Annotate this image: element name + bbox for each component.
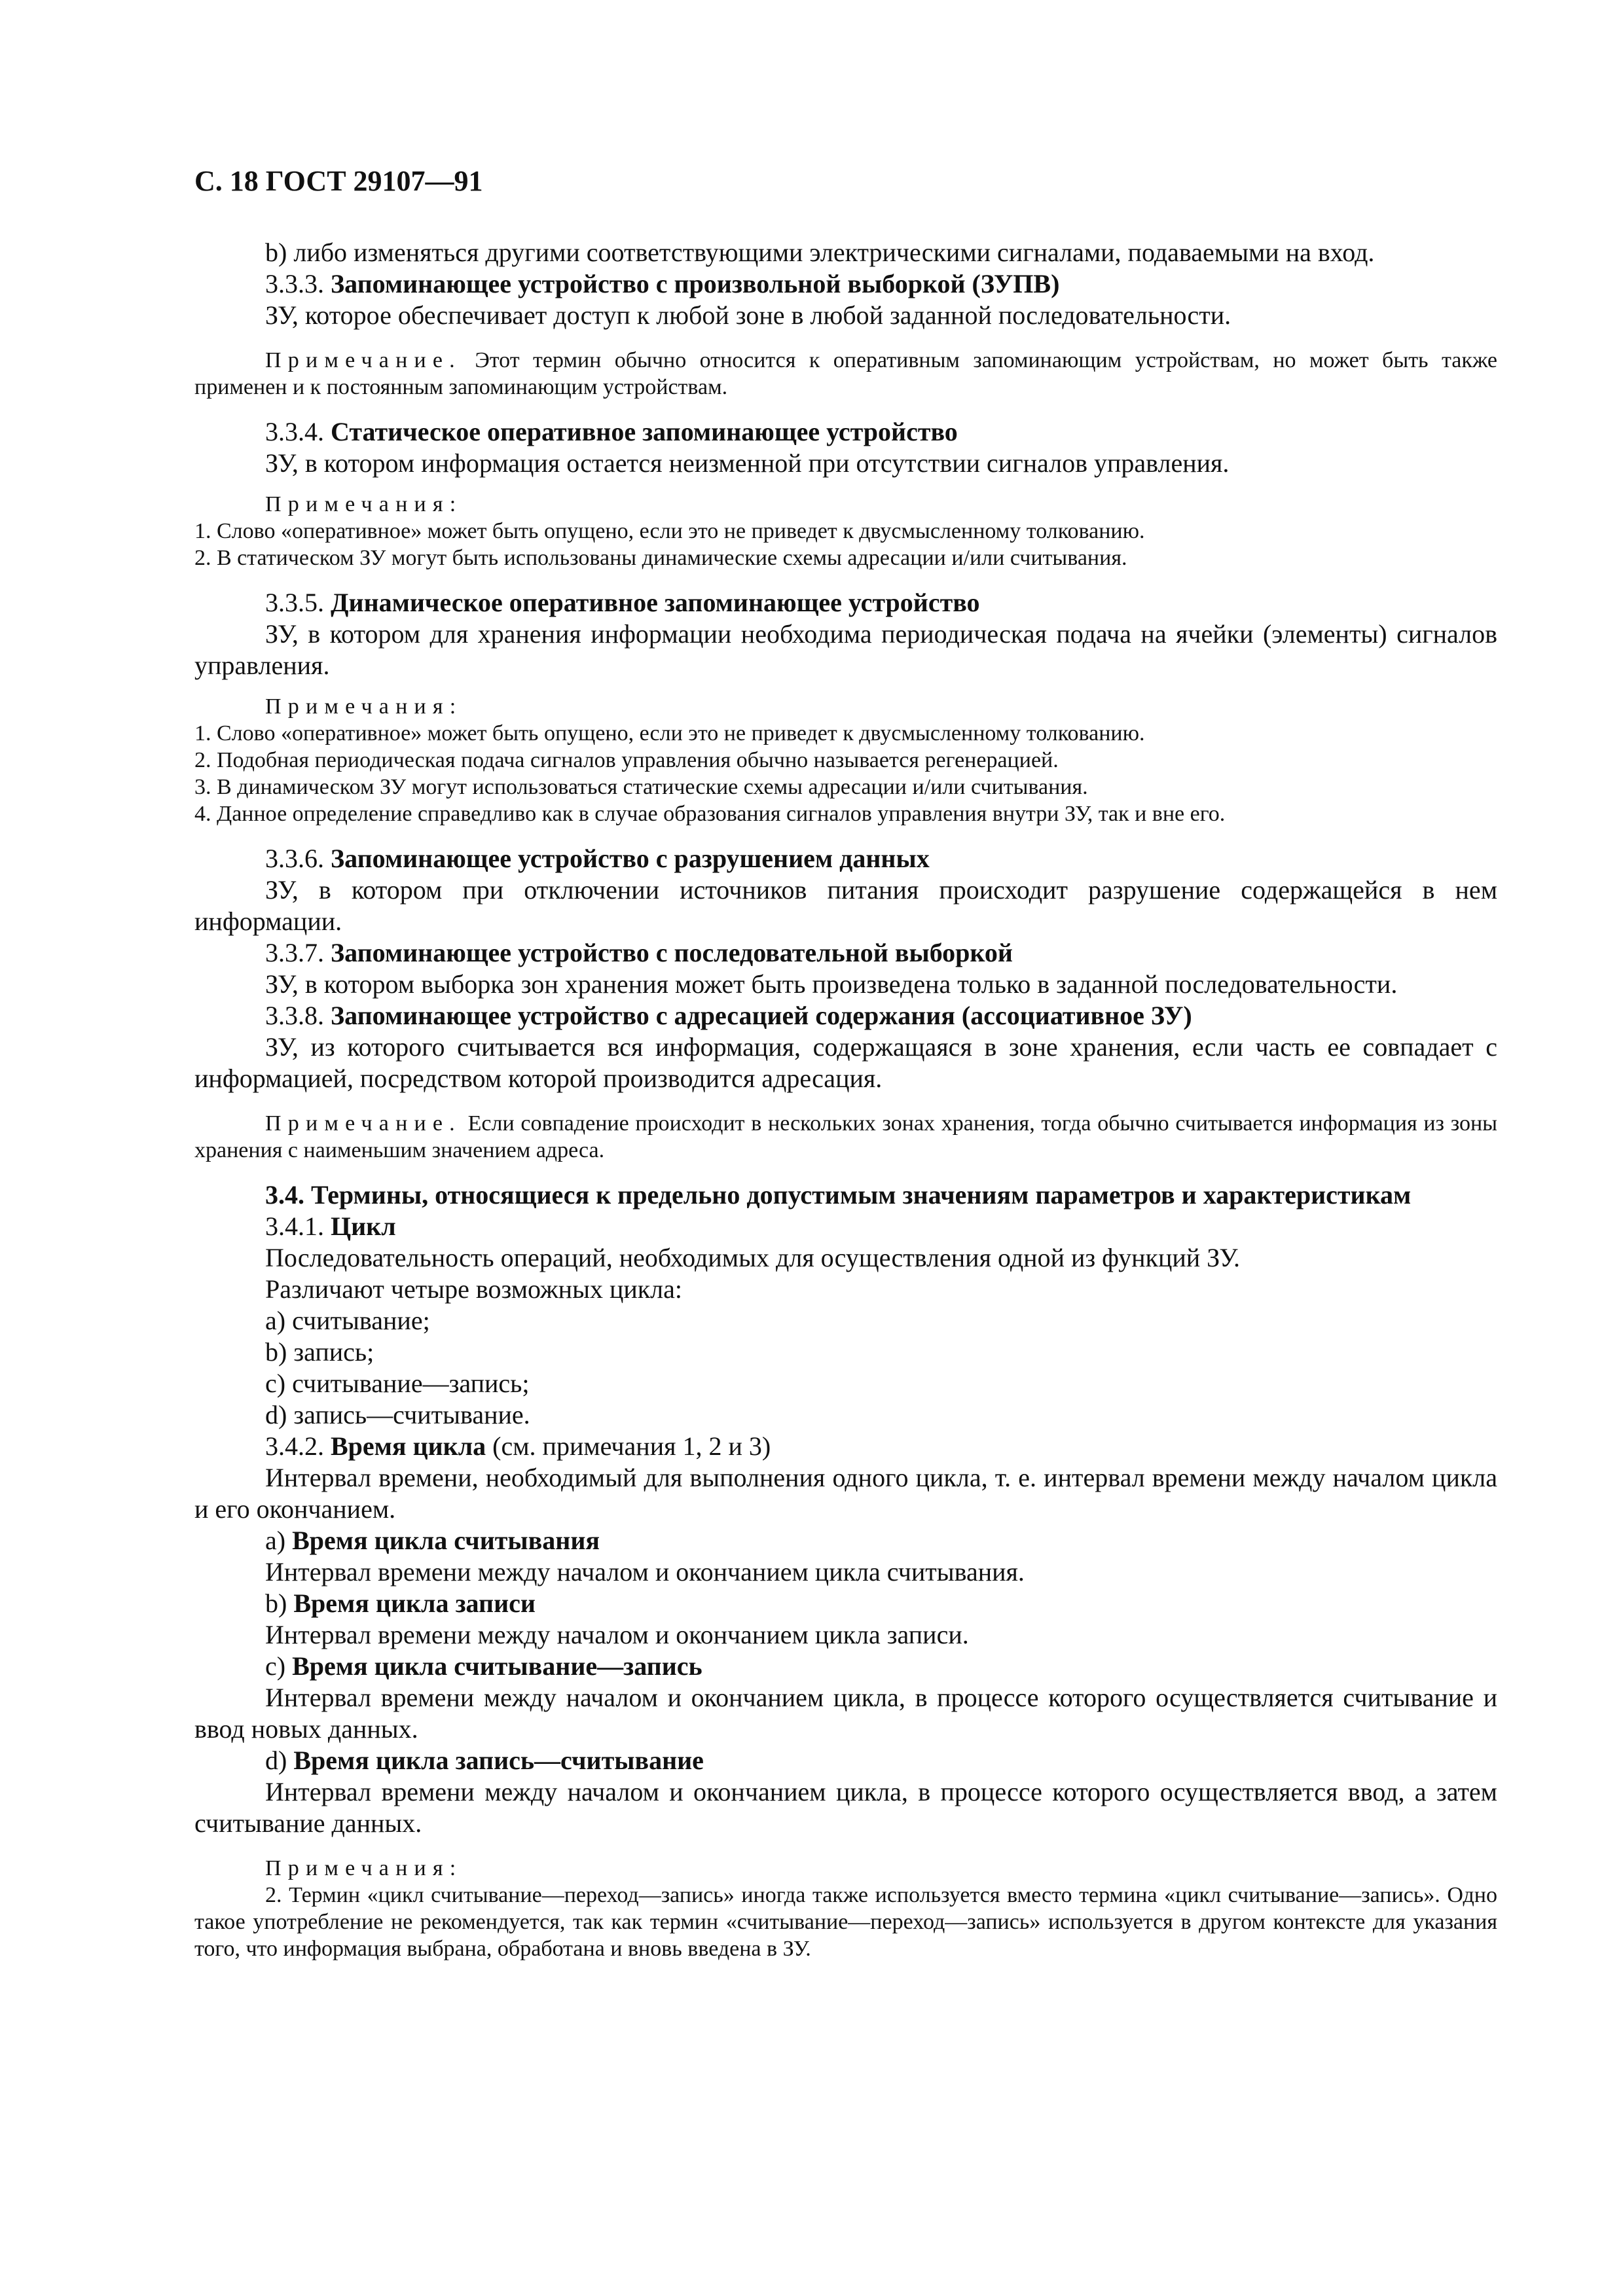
document-body: [194, 237, 1497, 1962]
cycle-item-c: c) считывание—запись;: [265, 1369, 530, 1398]
subterm-a-definition: Интервал времени между началом и окончанием цикла считывания.: [265, 1557, 1025, 1587]
subterm-a-heading: а) Время цикла считывания: [265, 1526, 600, 1555]
section-3-4-2-definition: Интервал времени, необходимый для выполнения одного цикла, т. е. интервал времени между началом цикла и его окончанием.: [194, 1463, 1497, 1524]
section-title: Запоминающее устройство с адресацией содержания (ассоциативное ЗУ): [331, 1001, 1192, 1030]
subterm-d-heading: d) Время цикла запись—считывание: [265, 1746, 704, 1775]
section-3-3-4-definition: ЗУ, в котором информация остается неизменной при отсутствии сигналов управления.: [265, 448, 1230, 478]
note-text: Если совпадение происходит в нескольких зонах хранения, тогда обычно считывается информация из зоны хранения с наименьшим значением адреса.: [194, 1111, 1497, 1162]
section-3-4-1-intro: Различают четыре возможных цикла:: [265, 1274, 683, 1304]
section-3-3-4-heading: [194, 416, 1497, 448]
section-3-3-3-heading: [194, 268, 1497, 300]
section-3-3-7-heading: [194, 937, 1497, 969]
cycle-item-a: а) считывание;: [265, 1306, 430, 1335]
section-title: Цикл: [331, 1211, 396, 1241]
paragraph-b-continuation: b) либо изменяться другими соответствующими электрическими сигналами, подаваемыми на вход.: [265, 238, 1375, 267]
section-3-4-heading: 3.4. Термины, относящиеся к предельно допустимым значениям параметров и характеристикам: [265, 1180, 1412, 1210]
section-3-3-8-definition: ЗУ, из которого считывается вся информация, содержащаяся в зоне хранения, если часть ее совпадает с информацией, посредством которой производится адресация.: [194, 1032, 1497, 1093]
section-title: Статическое оперативное запоминающее устройство: [331, 417, 958, 446]
section-title: Запоминающее устройство с последовательной выборкой: [331, 938, 1013, 967]
section-3-4-2-note-2: 2. Термин «цикл считывание—переход—запись» иногда также используется вместо термина «цикл считывание—запись». Одно такое употребление не рекомендуется, так как термин «считывание—переход—запись» используется в другом контексте для указания того, что информация выбрана, обработана и вновь введена в ЗУ.: [194, 1883, 1497, 1961]
section-title: Запоминающее устройство с произвольной выборкой (ЗУПВ): [331, 269, 1060, 298]
section-number: 3.3.4.: [265, 417, 324, 446]
subterm-b-definition: Интервал времени между началом и окончанием цикла записи.: [265, 1620, 969, 1649]
cycle-item-b: b) запись;: [265, 1337, 374, 1367]
section-3-3-4-note-2: 2. В статическом ЗУ могут быть использованы динамические схемы адресации и/или считывания.: [194, 546, 1127, 570]
cycle-item-d: d) запись—считывание.: [265, 1400, 530, 1429]
section-3-4-2-heading: [194, 1431, 1497, 1462]
note-label: Примечание.: [265, 1111, 462, 1136]
section-number: 3.3.5.: [265, 588, 324, 617]
section-3-3-5-note-3: 3. В динамическом ЗУ могут использоваться статические схемы адресации и/или считывания.: [194, 775, 1088, 799]
section-3-3-3-note: [194, 347, 1497, 401]
section-number: 3.3.3.: [265, 269, 324, 298]
section-number: 3.3.8.: [265, 1001, 324, 1030]
page-header: С. 18 ГОСТ 29107—91: [194, 165, 483, 197]
section-3-3-8-heading: [194, 1000, 1497, 1031]
section-number: 3.4.2.: [265, 1431, 324, 1461]
section-3-3-4-note-1: 1. Слово «оперативное» может быть опущено, если это не приведет к двусмысленному толкованию.: [194, 519, 1145, 543]
section-3-3-5-note-4: 4. Данное определение справедливо как в случае образования сигналов управления внутри ЗУ, так и вне его.: [194, 802, 1226, 826]
section-title: Динамическое оперативное запоминающее устройство: [331, 588, 980, 617]
section-3-3-6-heading: [194, 843, 1497, 874]
subterm-c-heading: c) Время цикла считывание—запись: [265, 1651, 702, 1681]
section-3-3-5-definition: ЗУ, в котором для хранения информации необходима периодическая подача на ячейки (элементы) сигналов управления.: [194, 619, 1497, 680]
section-3-3-4-notes-label: Примечания:: [265, 492, 463, 516]
section-number: 3.3.6.: [265, 844, 324, 873]
subterm-c-definition: Интервал времени между началом и окончанием цикла, в процессе которого осуществляется считывание и ввод новых данных.: [194, 1683, 1497, 1744]
section-title: Время цикла: [331, 1431, 486, 1461]
section-3-4-2-notes-label: Примечания:: [265, 1856, 463, 1880]
section-3-4-1-heading: [194, 1211, 1497, 1242]
section-ref: (см. примечания 1, 2 и 3): [492, 1431, 771, 1461]
subterm-d-definition: Интервал времени между началом и окончанием цикла, в процессе которого осуществляется ввод, а затем считывание данных.: [194, 1777, 1497, 1838]
section-3-3-5-note-1: 1. Слово «оперативное» может быть опущено, если это не приведет к двусмысленному толкованию.: [194, 721, 1145, 745]
note-label: Примечание.: [265, 348, 462, 372]
section-3-3-6-definition: ЗУ, в котором при отключении источников питания происходит разрушение содержащейся в нем информации.: [194, 875, 1497, 936]
section-3-3-7-definition: ЗУ, в котором выборка зон хранения может быть произведена только в заданной последовательности.: [265, 969, 1398, 999]
section-3-3-8-note: [194, 1110, 1497, 1164]
section-number: 3.4.1.: [265, 1211, 324, 1241]
subterm-b-heading: b) Время цикла записи: [265, 1588, 536, 1618]
section-title: Запоминающее устройство с разрушением данных: [331, 844, 930, 873]
section-3-3-5-notes-label: Примечания:: [265, 694, 463, 719]
section-3-4-1-definition: Последовательность операций, необходимых для осуществления одной из функций ЗУ.: [265, 1243, 1241, 1272]
section-3-3-3-definition: ЗУ, которое обеспечивает доступ к любой зоне в любой заданной последовательности.: [265, 300, 1231, 330]
section-3-3-5-heading: [194, 587, 1497, 619]
section-number: 3.3.7.: [265, 938, 324, 967]
section-3-3-5-note-2: 2. Подобная периодическая подача сигналов управления обычно называется регенерацией.: [194, 748, 1059, 772]
note-text: Этот термин обычно относится к оперативным запоминающим устройствам, но может быть также применен и к постоянным запоминающим устройствам.: [194, 348, 1497, 399]
